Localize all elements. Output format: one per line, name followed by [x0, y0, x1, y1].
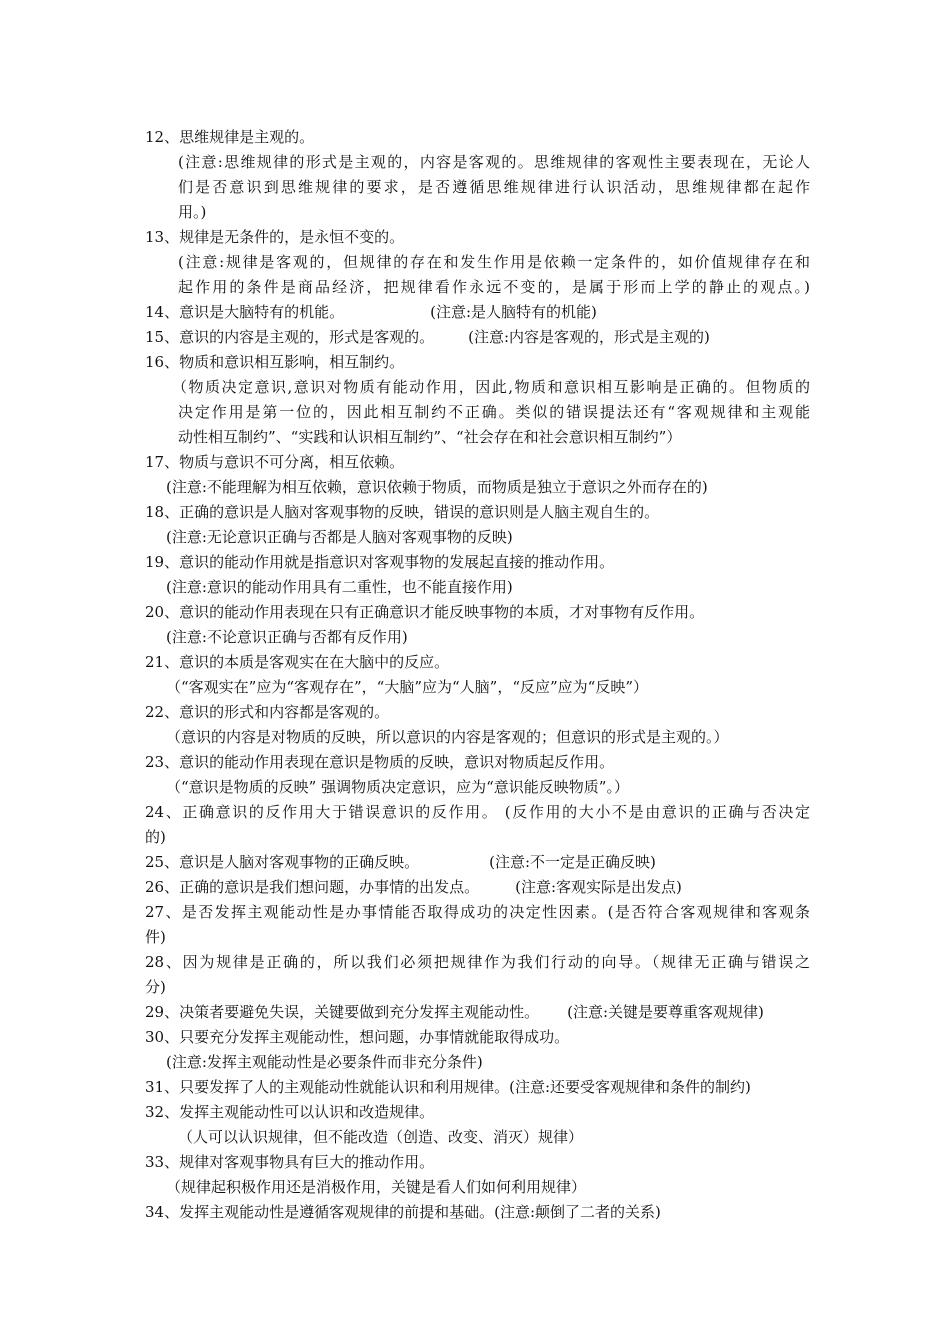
- item-20-statement: 20、意识的能动作用表现在只有正确意识才能反映事物的本质，才对事物有反作用。: [145, 603, 705, 621]
- item-22-statement: 22、意识的形式和内容都是客观的。: [145, 703, 390, 721]
- item-14-row: [145, 300, 810, 324]
- item-29-note: (注意:关键是要尊重客观规律): [567, 1003, 764, 1021]
- item-30-note: (注意:发挥主观能动性是必要条件而非充分条件): [166, 1053, 483, 1071]
- item-27-line-1: 27、是否发挥主观能动性是办事情能否取得成功的决定性因素。(是否符合客观规律和客观条: [145, 903, 810, 921]
- item-14-statement: 14、意识是大脑特有的机能。: [145, 303, 345, 321]
- item-19-statement: 19、意识的能动作用就是指意识对客观事物的发展起直接的推动作用。: [145, 553, 615, 571]
- item-24-line-2: 的): [145, 828, 166, 846]
- item-13-note-line-1: (注意:规律是客观的，但规律的存在和发生作用是依赖一定条件的，如价值规律存在和: [178, 253, 810, 271]
- item-32-statement: 32、发挥主观能动性可以认识和改造规律。: [145, 1103, 435, 1121]
- item-12-note-line-2: 们是否意识到思维规律的要求，是否遵循思维规律进行认识活动，思维规律都在起作: [178, 178, 810, 196]
- item-15-statement: 15、意识的内容是主观的，形式是客观的。: [145, 328, 435, 346]
- item-26-row: [145, 875, 810, 899]
- item-26-note: (注意:客观实际是出发点): [515, 878, 682, 896]
- item-18-note: (注意:无论意识正确与否都是人脑对客观事物的反映): [166, 528, 513, 546]
- item-26-statement: 26、正确的意识是我们想问题，办事情的出发点。: [145, 878, 480, 896]
- item-28-line-1: 28、因为规律是正确的，所以我们必须把规律作为我们行动的向导。（规律无正确与错误之: [145, 953, 810, 971]
- item-13-statement: 13、规律是无条件的，是永恒不变的。: [145, 228, 405, 246]
- item-12-statement: 12、思维规律是主观的。: [145, 128, 315, 146]
- item-15-row: [145, 325, 810, 349]
- item-25-row: [145, 850, 810, 874]
- item-17-note: (注意:不能理解为相互依赖，意识依赖于物质，而物质是独立于意识之外而存在的): [166, 478, 708, 496]
- item-16-note-line-2: 决定作用是第一位的，因此相互制约不正确。类似的错误提法还有“客观规律和主观能: [178, 403, 810, 421]
- item-25-note: (注意:不一定是正确反映): [489, 853, 656, 871]
- item-24-line-1: 24、正确意识的反作用大于错误意识的反作用。 (反作用的大小不是由意识的正确与否决定: [145, 803, 810, 821]
- item-16-statement: 16、物质和意识相互影响，相互制约。: [145, 353, 405, 371]
- item-21-note: （“客观实在”应为“客观存在”，“大脑”应为“人脑”，“反应”应为“反映”）: [166, 678, 649, 696]
- item-29-row: [145, 1000, 810, 1024]
- item-13-note-line-2: 起作用的条件是商品经济，把规律看作永远不变的，是属于形而上学的静止的观点。): [178, 278, 810, 296]
- item-16-note-line-3: 动性相互制约”、“实践和认识相互制约”、“社会存在和社会意识相互制约”）: [178, 428, 682, 446]
- item-27-line-2: 件): [145, 928, 166, 946]
- item-30-statement: 30、只要充分发挥主观能动性，想问题，办事情就能取得成功。: [145, 1028, 570, 1046]
- item-16-note-line-1: （物质决定意识,意识对物质有能动作用，因此,物质和意识相互影响是正确的。但物质的: [172, 378, 810, 396]
- item-34-statement: 34、发挥主观能动性是遵循客观规律的前提和基础。(注意:颠倒了二者的关系): [145, 1203, 661, 1221]
- item-19-note: (注意:意识的能动作用具有二重性，也不能直接作用): [166, 578, 513, 596]
- item-23-note: （“意识是物质的反映” 强调物质决定意识，应为“意识能反映物质”。）: [166, 778, 629, 796]
- item-14-note: (注意:是人脑特有的机能): [430, 303, 597, 321]
- item-28-line-2: 分): [145, 978, 166, 996]
- item-20-note: (注意:不论意识正确与否都有反作用): [166, 628, 408, 646]
- item-23-statement: 23、意识的能动作用表现在意识是物质的反映，意识对物质起反作用。: [145, 753, 615, 771]
- item-31-statement: 31、只要发挥了人的主观能动性就能认识和利用规律。(注意:还要受客观规律和条件的制约): [145, 1078, 751, 1096]
- item-18-statement: 18、正确的意识是人脑对客观事物的反映，错误的意识则是人脑主观自生的。: [145, 503, 660, 521]
- item-25-statement: 25、意识是人脑对客观事物的正确反映。: [145, 853, 420, 871]
- item-33-note: （规律起积极作用还是消极作用，关键是看人们如何利用规律）: [166, 1178, 587, 1196]
- item-12-note-line-1: (注意:思维规律的形式是主观的，内容是客观的。思维规律的客观性主要表现在，无论人: [178, 153, 810, 171]
- item-15-note: (注意:内容是客观的，形式是主观的): [468, 328, 710, 346]
- item-21-statement: 21、意识的本质是客观实在在大脑中的反应。: [145, 653, 450, 671]
- item-33-statement: 33、规律对客观事物具有巨大的推动作用。: [145, 1153, 435, 1171]
- item-17-statement: 17、物质与意识不可分离，相互依赖。: [145, 453, 405, 471]
- item-32-note: （人可以认识规律，但不能改造（创造、改变、消灭）规律）: [178, 1128, 584, 1146]
- item-29-statement: 29、决策者要避免失误，关键要做到充分发挥主观能动性。: [145, 1003, 540, 1021]
- item-12-note-line-3: 用。): [178, 203, 207, 221]
- item-22-note: （意识的内容是对物质的反映，所以意识的内容是客观的；但意识的形式是主观的。）: [166, 728, 729, 746]
